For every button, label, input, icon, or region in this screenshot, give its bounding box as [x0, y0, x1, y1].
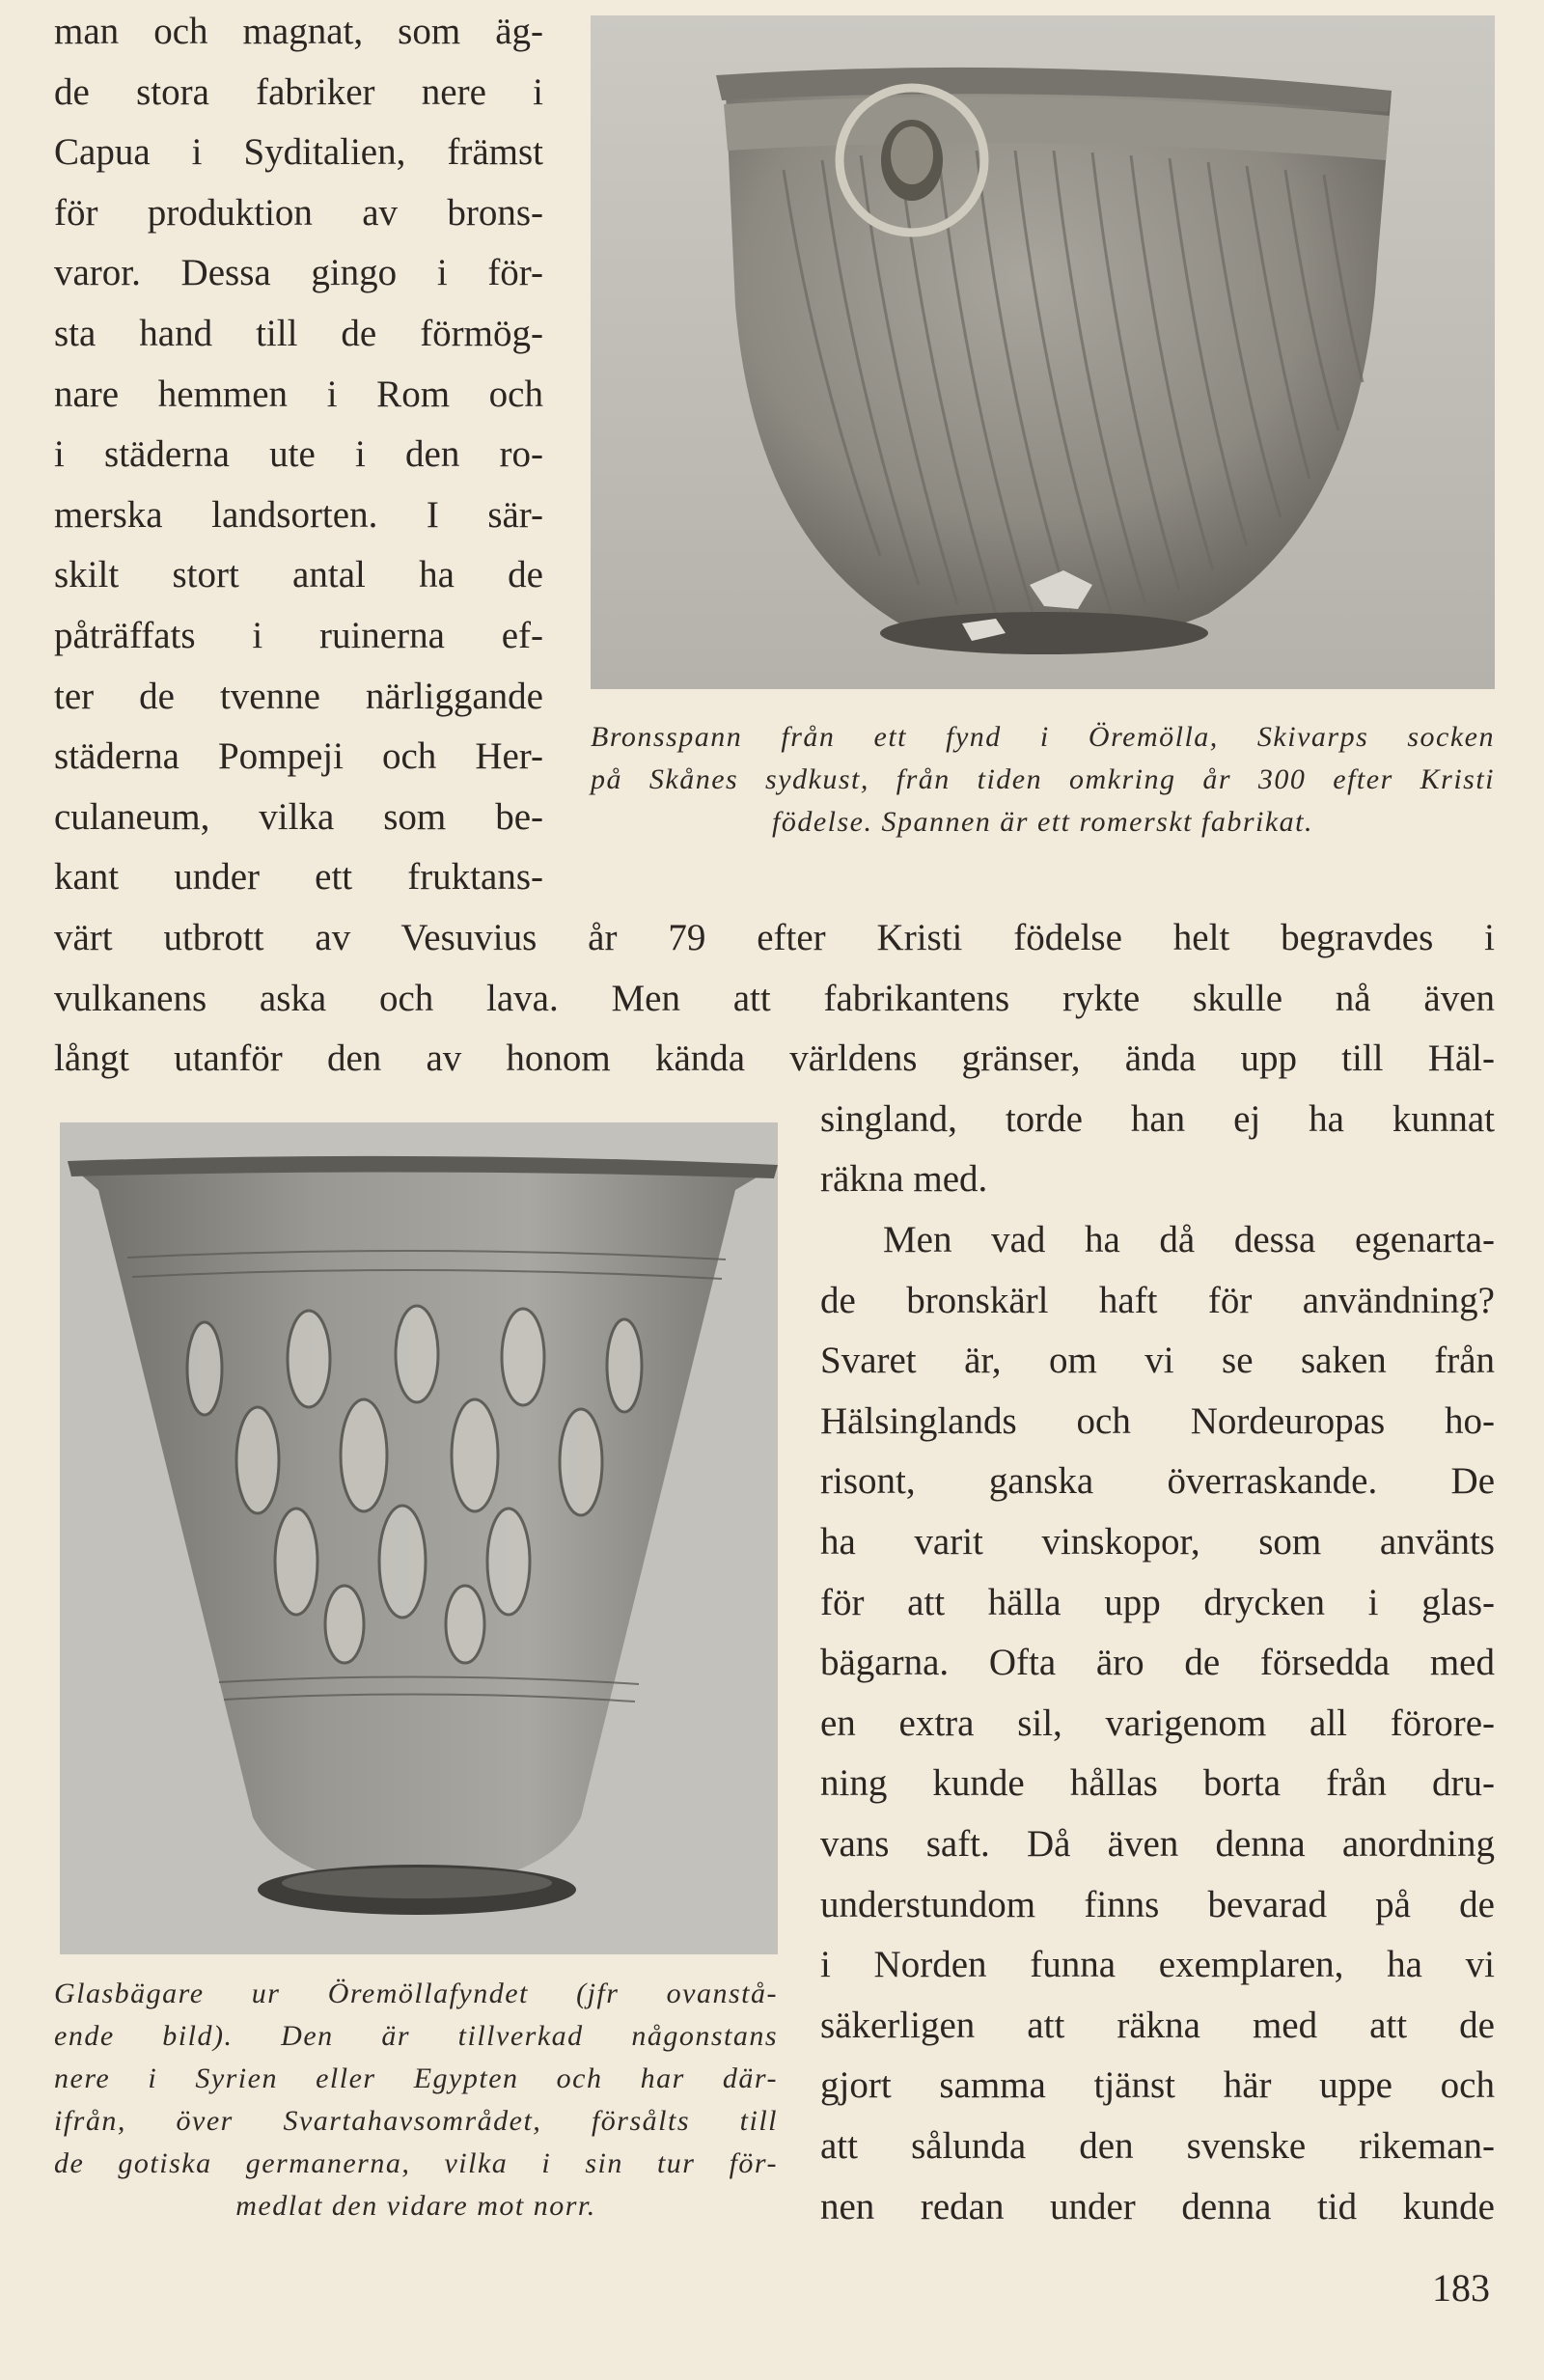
text-line: sta hand till de förmög-: [54, 313, 543, 354]
text-line: nare hemmen i Rom och: [54, 373, 543, 415]
text-line: de bronskärl haft för användning?: [820, 1279, 1495, 1321]
text-line: i Norden funna exemplaren, ha vi: [820, 1944, 1495, 1986]
caption-line: Bronsspann från ett fynd i Öremölla, Skivarps socken: [591, 721, 1495, 753]
text-line: att sålunda den svenske rikeman-: [820, 2125, 1495, 2167]
text-line: ter de tvenne närliggande: [54, 675, 543, 717]
text-line: vulkanens aska och lava. Men att fabrikantens rykte skulle nå även: [54, 977, 1495, 1019]
caption-line: nere i Syrien eller Egypten och har där-: [54, 2062, 778, 2094]
text-line: Svaret är, om vi se saken från: [820, 1340, 1495, 1382]
text-line: för produktion av brons-: [54, 191, 543, 234]
text-line: skilt stort antal ha de: [54, 554, 543, 596]
text-line: vans saft. Då även denna anordning: [820, 1823, 1495, 1865]
text-line: varor. Dessa gingo i för-: [54, 252, 543, 294]
text-line: culaneum, vilka som be-: [54, 795, 543, 838]
text-line: ning kunde hållas borta från dru-: [820, 1762, 1495, 1805]
text-line: de stora fabriker nere i: [54, 70, 543, 113]
caption-line: födelse. Spannen är ett romerskt fabrikat.: [772, 806, 1313, 838]
glass-beaker-photo: [60, 1122, 778, 1954]
text-line: i städerna ute i den ro-: [54, 433, 543, 476]
text-line: räkna med.: [820, 1158, 988, 1201]
text-line: risont, ganska överraskande. De: [820, 1460, 1495, 1503]
caption-line: på Skånes sydkust, från tiden omkring år 300 efter Kristi: [591, 763, 1495, 795]
text-line: bägarna. Ofta äro de försedda med: [820, 1642, 1495, 1684]
text-line: långt utanför den av honom kända världens gränser, ända upp till Häl-: [54, 1038, 1495, 1080]
bronze-cauldron-icon: [591, 15, 1495, 689]
text-line: nen redan under denna tid kunde: [820, 2185, 1495, 2228]
page-number: 183: [1432, 2266, 1490, 2310]
text-line: ha varit vinskopor, som använts: [820, 1521, 1495, 1563]
bronze-vessel-photo: [591, 15, 1495, 689]
text-line: Men vad ha då dessa egenarta-: [883, 1219, 1495, 1260]
text-line: Hälsinglands och Nordeuropas ho-: [820, 1399, 1495, 1442]
text-line: singland, torde han ej ha kunnat: [820, 1097, 1495, 1140]
caption-line: Glasbägare ur Öremöllafyndet (jfr ovanstå-: [54, 1978, 778, 2009]
caption-line: ende bild). Den är tillverkad någonstans: [54, 2020, 778, 2052]
text-line: kant under ett fruktans-: [54, 856, 543, 899]
caption-line: ifrån, över Svartahavsområdet, försålts till: [54, 2105, 778, 2137]
text-line: man och magnat, som äg-: [54, 11, 543, 52]
text-line: städerna Pompeji och Her-: [54, 735, 543, 778]
text-line: merska landsorten. I sär-: [54, 493, 543, 536]
text-line: säkerligen att räkna med att de: [820, 2004, 1495, 2046]
text-line: värt utbrott av Vesuvius år 79 efter Kristi födelse helt begravdes i: [54, 917, 1495, 958]
text-line: gjort samma tjänst här uppe och: [820, 2064, 1495, 2107]
text-line: påträffats i ruinerna ef-: [54, 615, 543, 656]
text-line: Capua i Syditalien, främst: [54, 131, 543, 174]
text-line: för att hälla upp drycken i glas-: [820, 1581, 1495, 1623]
caption-line: medlat den vidare mot norr.: [235, 2190, 596, 2222]
text-line: understundom finns bevarad på de: [820, 1883, 1495, 1925]
glass-beaker-icon: [60, 1122, 778, 1954]
text-line: en extra sil, varigenom all förore-: [820, 1702, 1495, 1744]
caption-line: de gotiska germanerna, vilka i sin tur för-: [54, 2147, 778, 2179]
